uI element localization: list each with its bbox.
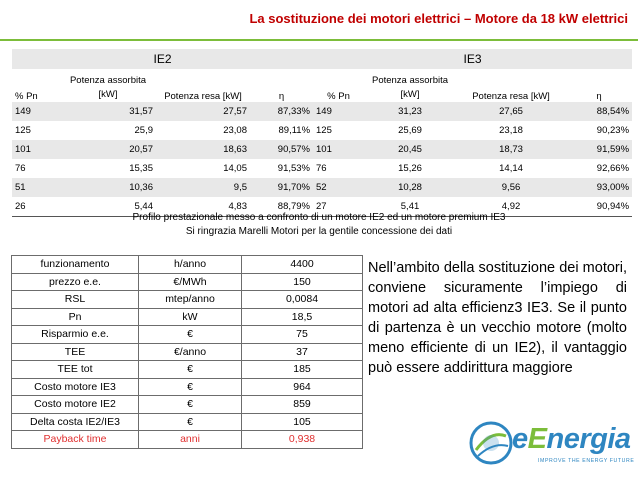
comparison-cell: 14,05	[223, 163, 247, 174]
comparison-cell: 26	[12, 197, 60, 217]
savings-cell: 75	[242, 326, 363, 344]
savings-cell: €	[139, 361, 242, 379]
comparison-cell: 91,70%	[277, 182, 311, 193]
comparison-cell: 91,59%	[596, 144, 630, 155]
comparison-cell: 5,41	[364, 197, 456, 217]
savings-cell: prezzo e.e.	[12, 273, 139, 291]
comparison-cell: 31,23	[398, 106, 422, 117]
col-header-output: Potenza resa [kW]	[472, 91, 550, 102]
comparison-cell: 88,79%	[250, 197, 313, 217]
savings-cell: Pn	[12, 308, 139, 326]
logo-wordmark: eEnergia	[512, 423, 631, 455]
comparison-cell: 90,57%	[277, 144, 311, 155]
comparison-row	[12, 178, 632, 197]
savings-cell: Costo motore IE2	[12, 396, 139, 414]
comparison-cell: 14,14	[499, 163, 523, 174]
savings-cell: €	[139, 396, 242, 414]
savings-cell: €	[139, 413, 242, 431]
comparison-cell: 51	[15, 182, 26, 193]
savings-cell: Risparmio e.e.	[12, 326, 139, 344]
savings-cell: funzionamento	[12, 256, 139, 274]
slide-title: La sostituzione dei motori elettrici – Motore da 18 kW elettrici	[249, 11, 628, 26]
savings-cell: 185	[242, 361, 363, 379]
globe-icon	[468, 420, 514, 466]
comparison-cell: 101	[316, 144, 332, 155]
comparison-cell: 20,45	[398, 144, 422, 155]
comparison-cell: 125	[316, 125, 332, 136]
comparison-cell: 9,56	[501, 182, 521, 193]
comparison-cell: 10,28	[398, 182, 422, 193]
comparison-cell: 93,00%	[596, 182, 630, 193]
comparison-table	[12, 49, 632, 217]
comparison-cell: 90,23%	[596, 125, 630, 136]
savings-cell: 150	[242, 273, 363, 291]
savings-row	[12, 343, 363, 361]
comparison-cell: 4,83	[156, 197, 250, 217]
comparison-cell: 10,36	[129, 182, 153, 193]
savings-cell: RSL	[12, 291, 139, 309]
savings-cell: 0,938	[242, 431, 363, 449]
comparison-cell: 149	[15, 106, 31, 117]
comparison-cell: 15,35	[129, 163, 153, 174]
savings-cell: 18,5	[242, 308, 363, 326]
savings-cell: €/MWh	[139, 273, 242, 291]
comparison-row	[12, 102, 632, 121]
comparison-cell: 18,63	[223, 144, 247, 155]
savings-cell: TEE	[12, 343, 139, 361]
group-ie2: IE2	[153, 52, 172, 66]
savings-cell: €/anno	[139, 343, 242, 361]
col-header-output: Potenza resa [kW]	[164, 91, 242, 102]
savings-cell: kW	[139, 308, 242, 326]
comparison-cell: 25,9	[134, 125, 153, 136]
savings-cell: €	[139, 378, 242, 396]
savings-cell: 37	[242, 343, 363, 361]
comparison-cell: 89,11%	[278, 125, 311, 136]
comparison-cell: 101	[15, 144, 31, 155]
comparison-row	[12, 121, 632, 140]
comparison-cell: 27,65	[499, 106, 523, 117]
comparison-cell: 15,26	[398, 163, 422, 174]
comparison-cell: 125	[15, 125, 31, 136]
savings-cell: TEE tot	[12, 361, 139, 379]
comparison-cell: 23,18	[499, 125, 523, 136]
comparison-cell: 23,08	[223, 125, 247, 136]
savings-row	[12, 326, 363, 344]
savings-cell: Payback time	[12, 431, 139, 449]
comparison-row	[12, 159, 632, 178]
comparison-cell: 88,54%	[596, 106, 630, 117]
col-header-pn: % Pn	[15, 91, 38, 102]
group-ie3: IE3	[463, 52, 482, 66]
savings-table	[11, 255, 363, 449]
savings-row	[12, 378, 363, 396]
comparison-cell: 92,66%	[596, 163, 630, 174]
savings-row	[12, 291, 363, 309]
savings-row	[12, 361, 363, 379]
col-header-pn: % Pn	[327, 91, 350, 102]
comparison-cell: 87,33%	[277, 106, 311, 117]
savings-row	[12, 396, 363, 414]
comparison-cell: 5,44	[60, 197, 156, 217]
header-bar	[0, 0, 638, 41]
col-header-absorbed: Potenza assorbita [kW]	[69, 75, 147, 100]
savings-row	[12, 308, 363, 326]
col-header-eta: η	[278, 91, 285, 102]
savings-row	[12, 413, 363, 431]
savings-cell: 0,0084	[242, 291, 363, 309]
column-header-row	[12, 69, 632, 102]
savings-row	[12, 256, 363, 274]
col-header-absorbed: Potenza assorbita [kW]	[371, 75, 449, 100]
caption-line-1: Profilo prestazionale messo a confronto di un motore IE2 ed un motore premium IE3	[132, 212, 506, 223]
enegia-logo	[468, 420, 634, 466]
savings-cell: mtep/anno	[139, 291, 242, 309]
savings-cell: h/anno	[139, 256, 242, 274]
savings-cell: anni	[139, 431, 242, 449]
comparison-cell: 20,57	[129, 144, 153, 155]
comparison-cell: 9,5	[233, 182, 247, 193]
savings-cell: Delta costa IE2/IE3	[12, 413, 139, 431]
explanation-paragraph: Nell’ambito della sostituzione dei motori, conviene sicuramente l’impiego di motori ad alta efficienz3 IE3. Se il punto di partenza è un vecchio motore (molto meno efficiente di un IE2), il vantaggio può essere addirittura maggiore	[368, 260, 627, 376]
comparison-cell: 27,57	[223, 106, 247, 117]
comparison-cell: 27	[313, 197, 364, 217]
comparison-cell: 90,94%	[566, 197, 632, 217]
group-header-row	[12, 49, 632, 69]
savings-cell: 105	[242, 413, 363, 431]
comparison-cell: 31,57	[129, 106, 153, 117]
comparison-cell: 25,69	[398, 125, 422, 136]
savings-cell: 964	[242, 378, 363, 396]
logo-tagline: IMPROVE THE ENERGY FUTURE	[538, 458, 635, 464]
savings-cell: 859	[242, 396, 363, 414]
comparison-cell: 52	[316, 182, 327, 193]
savings-row	[12, 431, 363, 449]
comparison-cell: 149	[316, 106, 332, 117]
comparison-cell: 4,92	[456, 197, 566, 217]
comparison-cell: 18,73	[499, 144, 523, 155]
comparison-cell: 76	[316, 163, 327, 174]
comparison-cell: 91,53%	[277, 163, 311, 174]
comparison-row	[12, 140, 632, 159]
savings-cell: €	[139, 326, 242, 344]
comparison-cell: 76	[15, 163, 26, 174]
caption-line-2: Si ringrazia Marelli Motori per la gentile concessione dei dati	[185, 226, 453, 237]
savings-cell: 4400	[242, 256, 363, 274]
savings-cell: Costo motore IE3	[12, 378, 139, 396]
col-header-eta: η	[596, 91, 602, 102]
savings-row	[12, 273, 363, 291]
